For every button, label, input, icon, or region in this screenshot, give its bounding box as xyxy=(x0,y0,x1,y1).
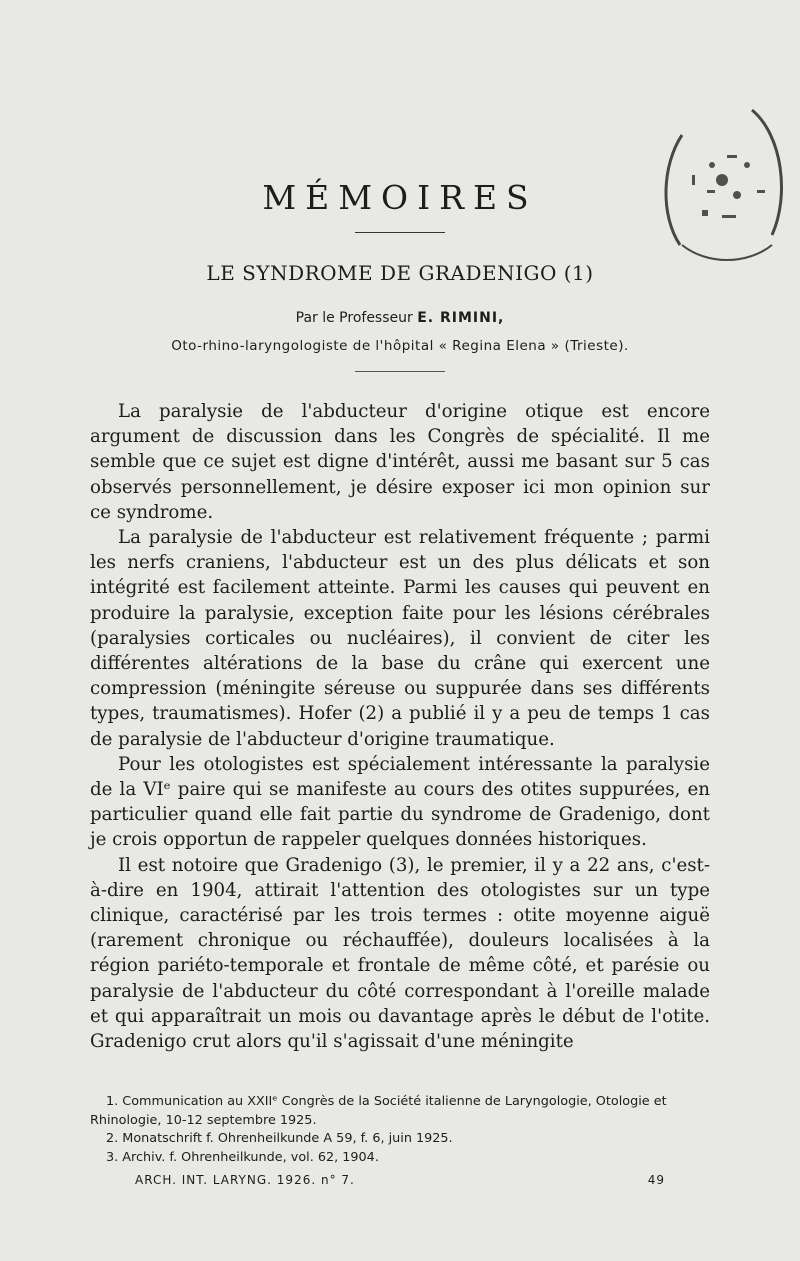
paragraph: La paralysie de l'abducteur d'origine otique est encore argument de discussion dans les Congrès de spécialité. Il me semble que ce sujet est digne d'intérêt, aussi me basant sur 5 cas observés personnellement, je désire exposer ici mon opinion sur ce syndrome. xyxy=(90,401,710,523)
footnote: 1. Communication au XXIIᵉ Congrès de la Société italienne de Laryngologie, Otologie et Rhinologie, 10-12 septembre 1925. xyxy=(90,1094,667,1128)
byline-prefix: Par le Professeur xyxy=(295,310,413,326)
divider xyxy=(355,371,445,372)
page-footer xyxy=(135,1173,665,1187)
paragraph: La paralysie de l'abducteur est relativement fréquente ; parmi les nerfs craniens, l'abducteur est un des plus délicats et son intégrité est facilement atteinte. Parmi les causes qui peuvent en produire la paralysie, exception faite pour les lésions cérébrales (paralysies corticales ou nucléaires), il convient de citer les différentes altérations de la base du crâne qui exercent une compression (méningite séreuse ou suppurée dans ses différents types, traumatismes). Hofer (2) a publié il y a peu de temps 1 cas de paralysie de l'abducteur d'origine traumatique. xyxy=(90,527,710,750)
divider xyxy=(355,232,445,233)
paragraph: Pour les otologistes est spécialement intéressante la paralysie de la VIᵉ paire qui se manifeste au cours des otites suppurées, en particulier quand elle fait partie du syndrome de Gradenigo, dont je crois opportun de rappeler quelques données historiques. xyxy=(90,753,710,851)
byline xyxy=(0,310,800,326)
section-heading: MÉMOIRES xyxy=(262,178,538,217)
article-body xyxy=(90,399,710,1054)
paragraph: Il est notoire que Gradenigo (3), le premier, il y a 22 ans, c'est-à-dire en 1904, attirait l'attention des otologistes sur un type clinique, caractérisé par les trois termes : otite moyenne aiguë (rarement chronique ou réchauffée), douleurs localisées à la région pariéto-temporale et frontale de même côté, et parésie ou paralysie de l'abducteur du côté correspondant à l'oreille malade et qui apparaîtrait un mois ou davantage après le début de l'otite. Gradenigo crut alors qu'il s'agissait d'une méningite xyxy=(90,854,710,1053)
journal-reference: ARCH. INT. LARYNG. 1926. n° 7. xyxy=(135,1173,355,1187)
page-number: 49 xyxy=(647,1173,665,1187)
author-affiliation: Oto-rhino-laryngologiste de l'hôpital « Regina Elena » (Trieste). xyxy=(171,338,629,354)
footnotes xyxy=(90,1093,710,1167)
author-name: E. RIMINI, xyxy=(417,310,505,326)
footnote: 2. Monatschrift f. Ohrenheilkunde A 59, f. 6, juin 1925. xyxy=(106,1131,453,1146)
footnote: 3. Archiv. f. Ohrenheilkunde, vol. 62, 1904. xyxy=(106,1149,379,1165)
article-title: LE SYNDROME DE GRADENIGO (1) xyxy=(206,261,594,285)
